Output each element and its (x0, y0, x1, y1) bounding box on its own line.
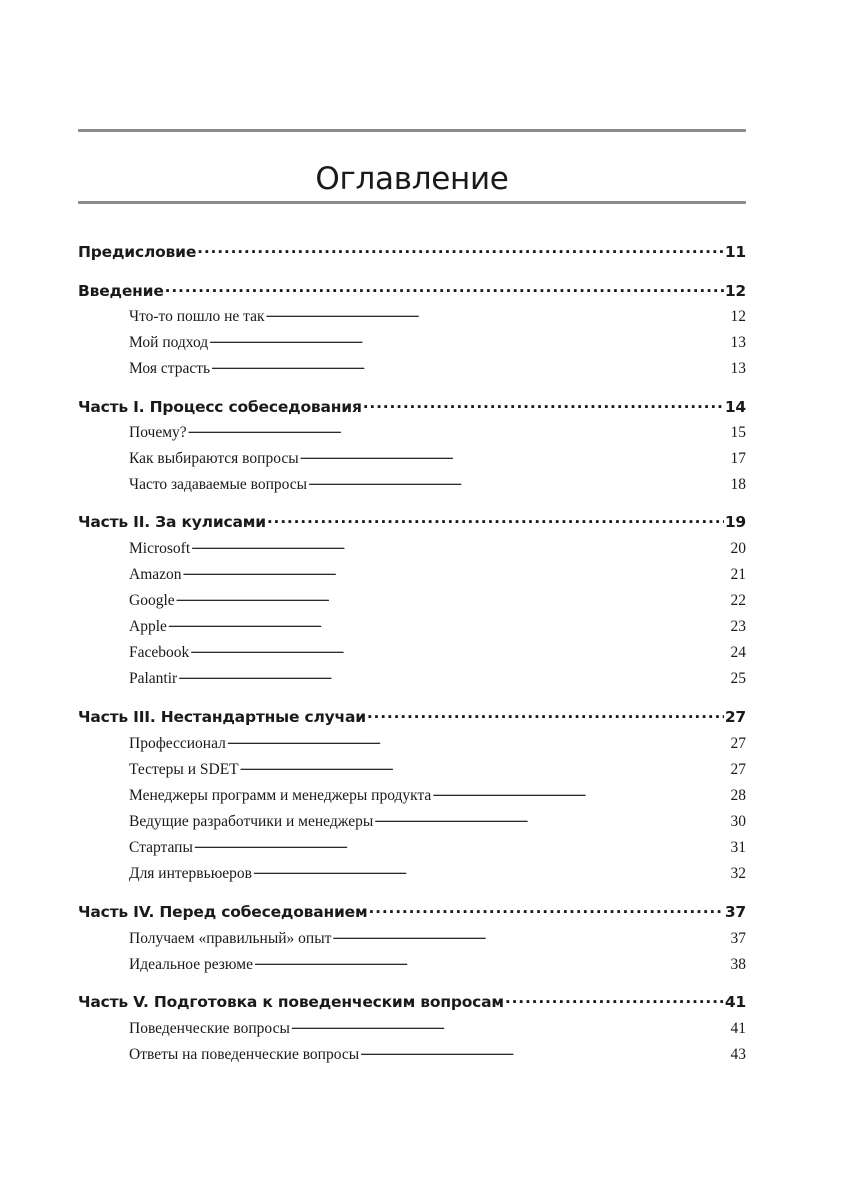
toc-subentry[interactable] (129, 1017, 746, 1038)
dot-leader (367, 706, 724, 722)
toc-entry-page: 19 (724, 512, 746, 531)
dot-leader (332, 927, 729, 943)
toc-entry-part-4[interactable] (78, 901, 746, 921)
dot-leader (368, 901, 723, 917)
toc-entry-label: Стартапы (129, 838, 193, 856)
toc-entry-label: Менеджеры программ и менеджеры продукта (129, 786, 432, 804)
toc-entry-label: Поведенческие вопросы (129, 1019, 290, 1037)
dot-leader (363, 396, 724, 412)
dot-leader (165, 280, 724, 296)
toc-entry-preface[interactable] (78, 241, 746, 261)
toc-subentry[interactable] (129, 732, 746, 753)
toc-entry-page: 25 (730, 669, 746, 687)
toc-subentry[interactable] (129, 927, 746, 948)
toc-entry-label: Часть I. Процесс собеседования (78, 397, 362, 416)
toc-entry-label: Профессионал (129, 734, 226, 752)
toc-entry-page: 24 (730, 643, 746, 661)
toc-entry-label: Введение (78, 281, 164, 300)
toc-entry-part-1[interactable] (78, 396, 746, 416)
toc-entry-page: 18 (730, 475, 746, 493)
toc-entry-page: 30 (730, 812, 746, 830)
toc-entry-label: Часть II. За кулисами (78, 512, 266, 531)
toc-entry-page: 37 (730, 929, 746, 947)
toc-entry-label: Часто задаваемые вопросы (129, 475, 308, 493)
toc-entry-page: 43 (730, 1045, 746, 1063)
dot-leader (291, 1017, 730, 1033)
toc-entry-label: Palantir (129, 669, 178, 687)
toc-entry-label: Apple (129, 617, 167, 635)
dot-leader (308, 473, 729, 489)
toc-subentry[interactable] (129, 421, 746, 442)
toc-subentry[interactable] (129, 641, 746, 662)
toc-entry-label: Предисловие (78, 242, 197, 261)
dot-leader (267, 511, 724, 527)
toc-subentry[interactable] (129, 810, 746, 831)
top-rule (78, 129, 746, 132)
toc-entry-part-2[interactable] (78, 511, 746, 531)
toc-subentry[interactable] (129, 473, 746, 494)
toc-entry-page: 20 (730, 539, 746, 557)
toc-entry-label: Что-то пошло не так (129, 307, 265, 325)
toc-entry-part-3[interactable] (78, 706, 746, 726)
toc-entry-label: Facebook (129, 643, 190, 661)
dot-leader (254, 953, 730, 969)
toc-entry-label: Часть V. Подготовка к поведенческим вопросам (78, 992, 504, 1011)
toc-entry-label: Ведущие разработчики и менеджеры (129, 812, 374, 830)
toc-subentry[interactable] (129, 305, 746, 326)
dot-leader (191, 537, 729, 553)
toc-entry-page: 12 (730, 307, 746, 325)
dot-leader (190, 641, 729, 657)
toc-entry-page: 37 (724, 902, 746, 921)
toc-entry-label: Моя страсть (129, 359, 211, 377)
toc-subentry[interactable] (129, 953, 746, 974)
toc-subentry[interactable] (129, 447, 746, 468)
toc-subentry[interactable] (129, 667, 746, 688)
toc-entry-label: Почему? (129, 423, 187, 441)
toc-entry-page: 32 (730, 864, 746, 882)
toc-entry-label: Ответы на поведенческие вопросы (129, 1045, 360, 1063)
dot-leader (188, 421, 730, 437)
dot-leader (168, 615, 730, 631)
dot-leader (266, 305, 730, 321)
toc-subentry[interactable] (129, 784, 746, 805)
dot-leader (432, 784, 729, 800)
toc-entry-page: 14 (724, 397, 746, 416)
toc-entry-label: Google (129, 591, 175, 609)
dot-leader (176, 589, 730, 605)
toc-entry-page: 27 (730, 734, 746, 752)
toc-entry-page: 41 (730, 1019, 746, 1037)
toc-subentry[interactable] (129, 537, 746, 558)
toc-subentry[interactable] (129, 589, 746, 610)
toc-entry-page: 21 (730, 565, 746, 583)
toc-subentry[interactable] (129, 331, 746, 352)
toc-entry-label: Тестеры и SDET (129, 760, 239, 778)
dot-leader (227, 732, 730, 748)
toc-entry-label: Идеальное резюме (129, 955, 253, 973)
toc-entry-page: 41 (724, 992, 746, 1011)
toc-subentry[interactable] (129, 836, 746, 857)
toc-entry-label: Как выбираются вопросы (129, 449, 299, 467)
dot-leader (300, 447, 730, 463)
toc-entry-label: Мой подход (129, 333, 209, 351)
bottom-rule (78, 201, 746, 204)
toc-entry-page: 28 (730, 786, 746, 804)
toc-entry-label: Получаем «правильный» опыт (129, 929, 332, 947)
toc-entry-page: 13 (730, 359, 746, 377)
toc-entry-page: 15 (730, 423, 746, 441)
toc-entry-page: 12 (724, 281, 746, 300)
dot-leader (183, 563, 730, 579)
toc-entry-label: Для интервьюеров (129, 864, 252, 882)
dot-leader (178, 667, 729, 683)
toc-subentry[interactable] (129, 1043, 746, 1064)
dot-leader (240, 758, 730, 774)
dot-leader (197, 241, 724, 257)
dot-leader (374, 810, 729, 826)
toc-entry-label: Amazon (129, 565, 182, 583)
dot-leader (253, 862, 730, 878)
toc-entry-page: 27 (730, 760, 746, 778)
toc-subentry[interactable] (129, 563, 746, 584)
dot-leader (211, 357, 729, 373)
toc-entry-page: 31 (730, 838, 746, 856)
page-title: Оглавление (315, 160, 509, 197)
dot-leader (194, 836, 730, 852)
toc-entry-page: 38 (730, 955, 746, 973)
dot-leader (360, 1043, 729, 1059)
toc-entry-page: 27 (724, 707, 746, 726)
toc-entry-label: Microsoft (129, 539, 191, 557)
dot-leader (209, 331, 729, 347)
toc-subentry[interactable] (129, 615, 746, 636)
toc-entry-page: 22 (730, 591, 746, 609)
toc-subentry[interactable] (129, 758, 746, 779)
toc-entry-page: 23 (730, 617, 746, 635)
toc-entry-page: 17 (730, 449, 746, 467)
toc-subentry[interactable] (129, 357, 746, 378)
toc-entry-part-5[interactable] (78, 991, 746, 1011)
toc-entry-introduction[interactable] (78, 280, 746, 300)
toc-entry-label: Часть III. Нестандартные случаи (78, 707, 366, 726)
toc-entry-page: 11 (724, 242, 746, 261)
dot-leader (505, 991, 724, 1007)
toc-subentry[interactable] (129, 862, 746, 883)
toc-entry-page: 13 (730, 333, 746, 351)
toc-entry-label: Часть IV. Перед собеседованием (78, 902, 368, 921)
